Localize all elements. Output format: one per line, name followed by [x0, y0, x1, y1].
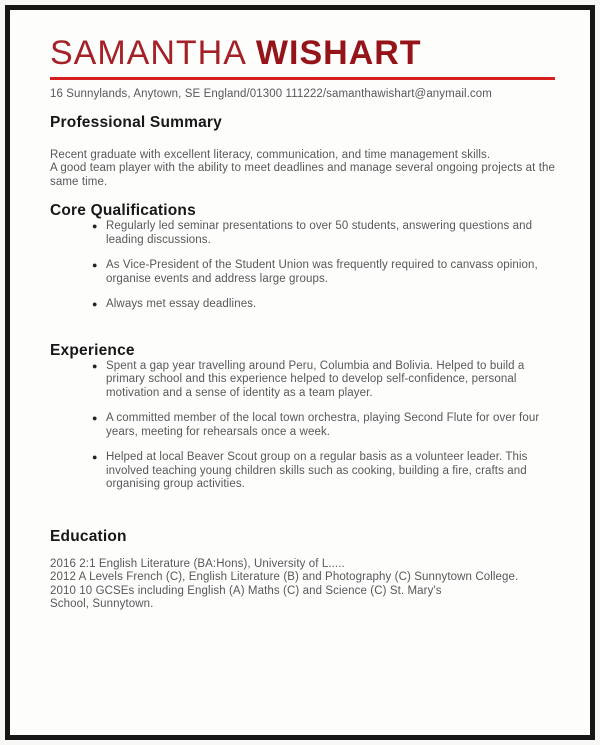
document-frame	[5, 5, 595, 740]
experience-text: Helped at local Beaver Scout group on a regular basis as a volunteer leader. This involved teaching young children skills such as cooking, building a fire, crafts and organising group activities.	[106, 451, 528, 490]
education-line: 2016 2:1 English Literature (BA:Hons), University of L.....	[50, 557, 345, 570]
education-line: School, Sunnytown.	[50, 598, 154, 610]
experience-text: Spent a gap year travelling around Peru, Columbia and Bolivia. Helped to build a primary school and this experience helped to develop self-confidence, personal motivation and a sense of identity as a team player.	[106, 359, 525, 399]
bullet-icon: ●	[92, 360, 98, 371]
list-item	[92, 298, 560, 312]
section-heading-experience: Experience	[50, 341, 135, 359]
qualifications-list	[50, 220, 560, 312]
bullet-icon: ●	[92, 413, 98, 423]
bullet-icon: ●	[92, 221, 98, 231]
qualification-text: As Vice-President of the Student Union was frequently required to canvass opinion, organise events and address large groups.	[106, 259, 538, 285]
education-line: 2012 A Levels French (C), English Literature (B) and Photography (C) Sunnytown College.	[50, 571, 519, 583]
candidate-first-name: SAMANTHA	[50, 34, 247, 72]
education-line: 2010 10 GCSEs including English (A) Maths (C) and Science (C) St. Mary's	[50, 584, 442, 597]
qualification-text: Always met essay deadlines.	[106, 298, 257, 310]
bullet-icon: ●	[92, 452, 98, 462]
title-underline-rule	[50, 77, 555, 80]
qualification-text: Regularly led seminar presentations to over 50 students, answering questions and leading discussions.	[106, 220, 533, 246]
experience-list	[50, 360, 560, 492]
section-heading-core-qualifications: Core Qualifications	[50, 202, 196, 219]
document-content	[10, 10, 590, 612]
summary-paragraph	[50, 149, 560, 190]
list-item	[92, 412, 560, 439]
list-item	[92, 360, 560, 401]
candidate-name	[50, 34, 560, 72]
section-heading-professional-summary: Professional Summary	[50, 113, 222, 131]
contact-line: 16 Sunnylands, Anytown, SE England/01300 111222/samanthawishart@anymail.com	[50, 88, 492, 100]
education-block	[50, 558, 560, 612]
summary-sentence: Recent graduate with excellent literacy, communication, and time management skills.	[50, 148, 491, 161]
list-item	[92, 259, 560, 286]
list-item	[92, 451, 560, 492]
section-heading-education: Education	[50, 527, 127, 545]
summary-sentence: A good team player with the ability to meet deadlines and manage several ongoing projects at the same time.	[50, 162, 556, 188]
bullet-icon: ●	[92, 299, 98, 309]
experience-text: A committed member of the local town orchestra, playing Second Flute for over four years, meeting for rehearsals once a week.	[106, 412, 540, 438]
candidate-last-name: WISHART	[255, 34, 422, 72]
list-item	[92, 220, 560, 247]
bullet-icon: ●	[92, 260, 98, 270]
